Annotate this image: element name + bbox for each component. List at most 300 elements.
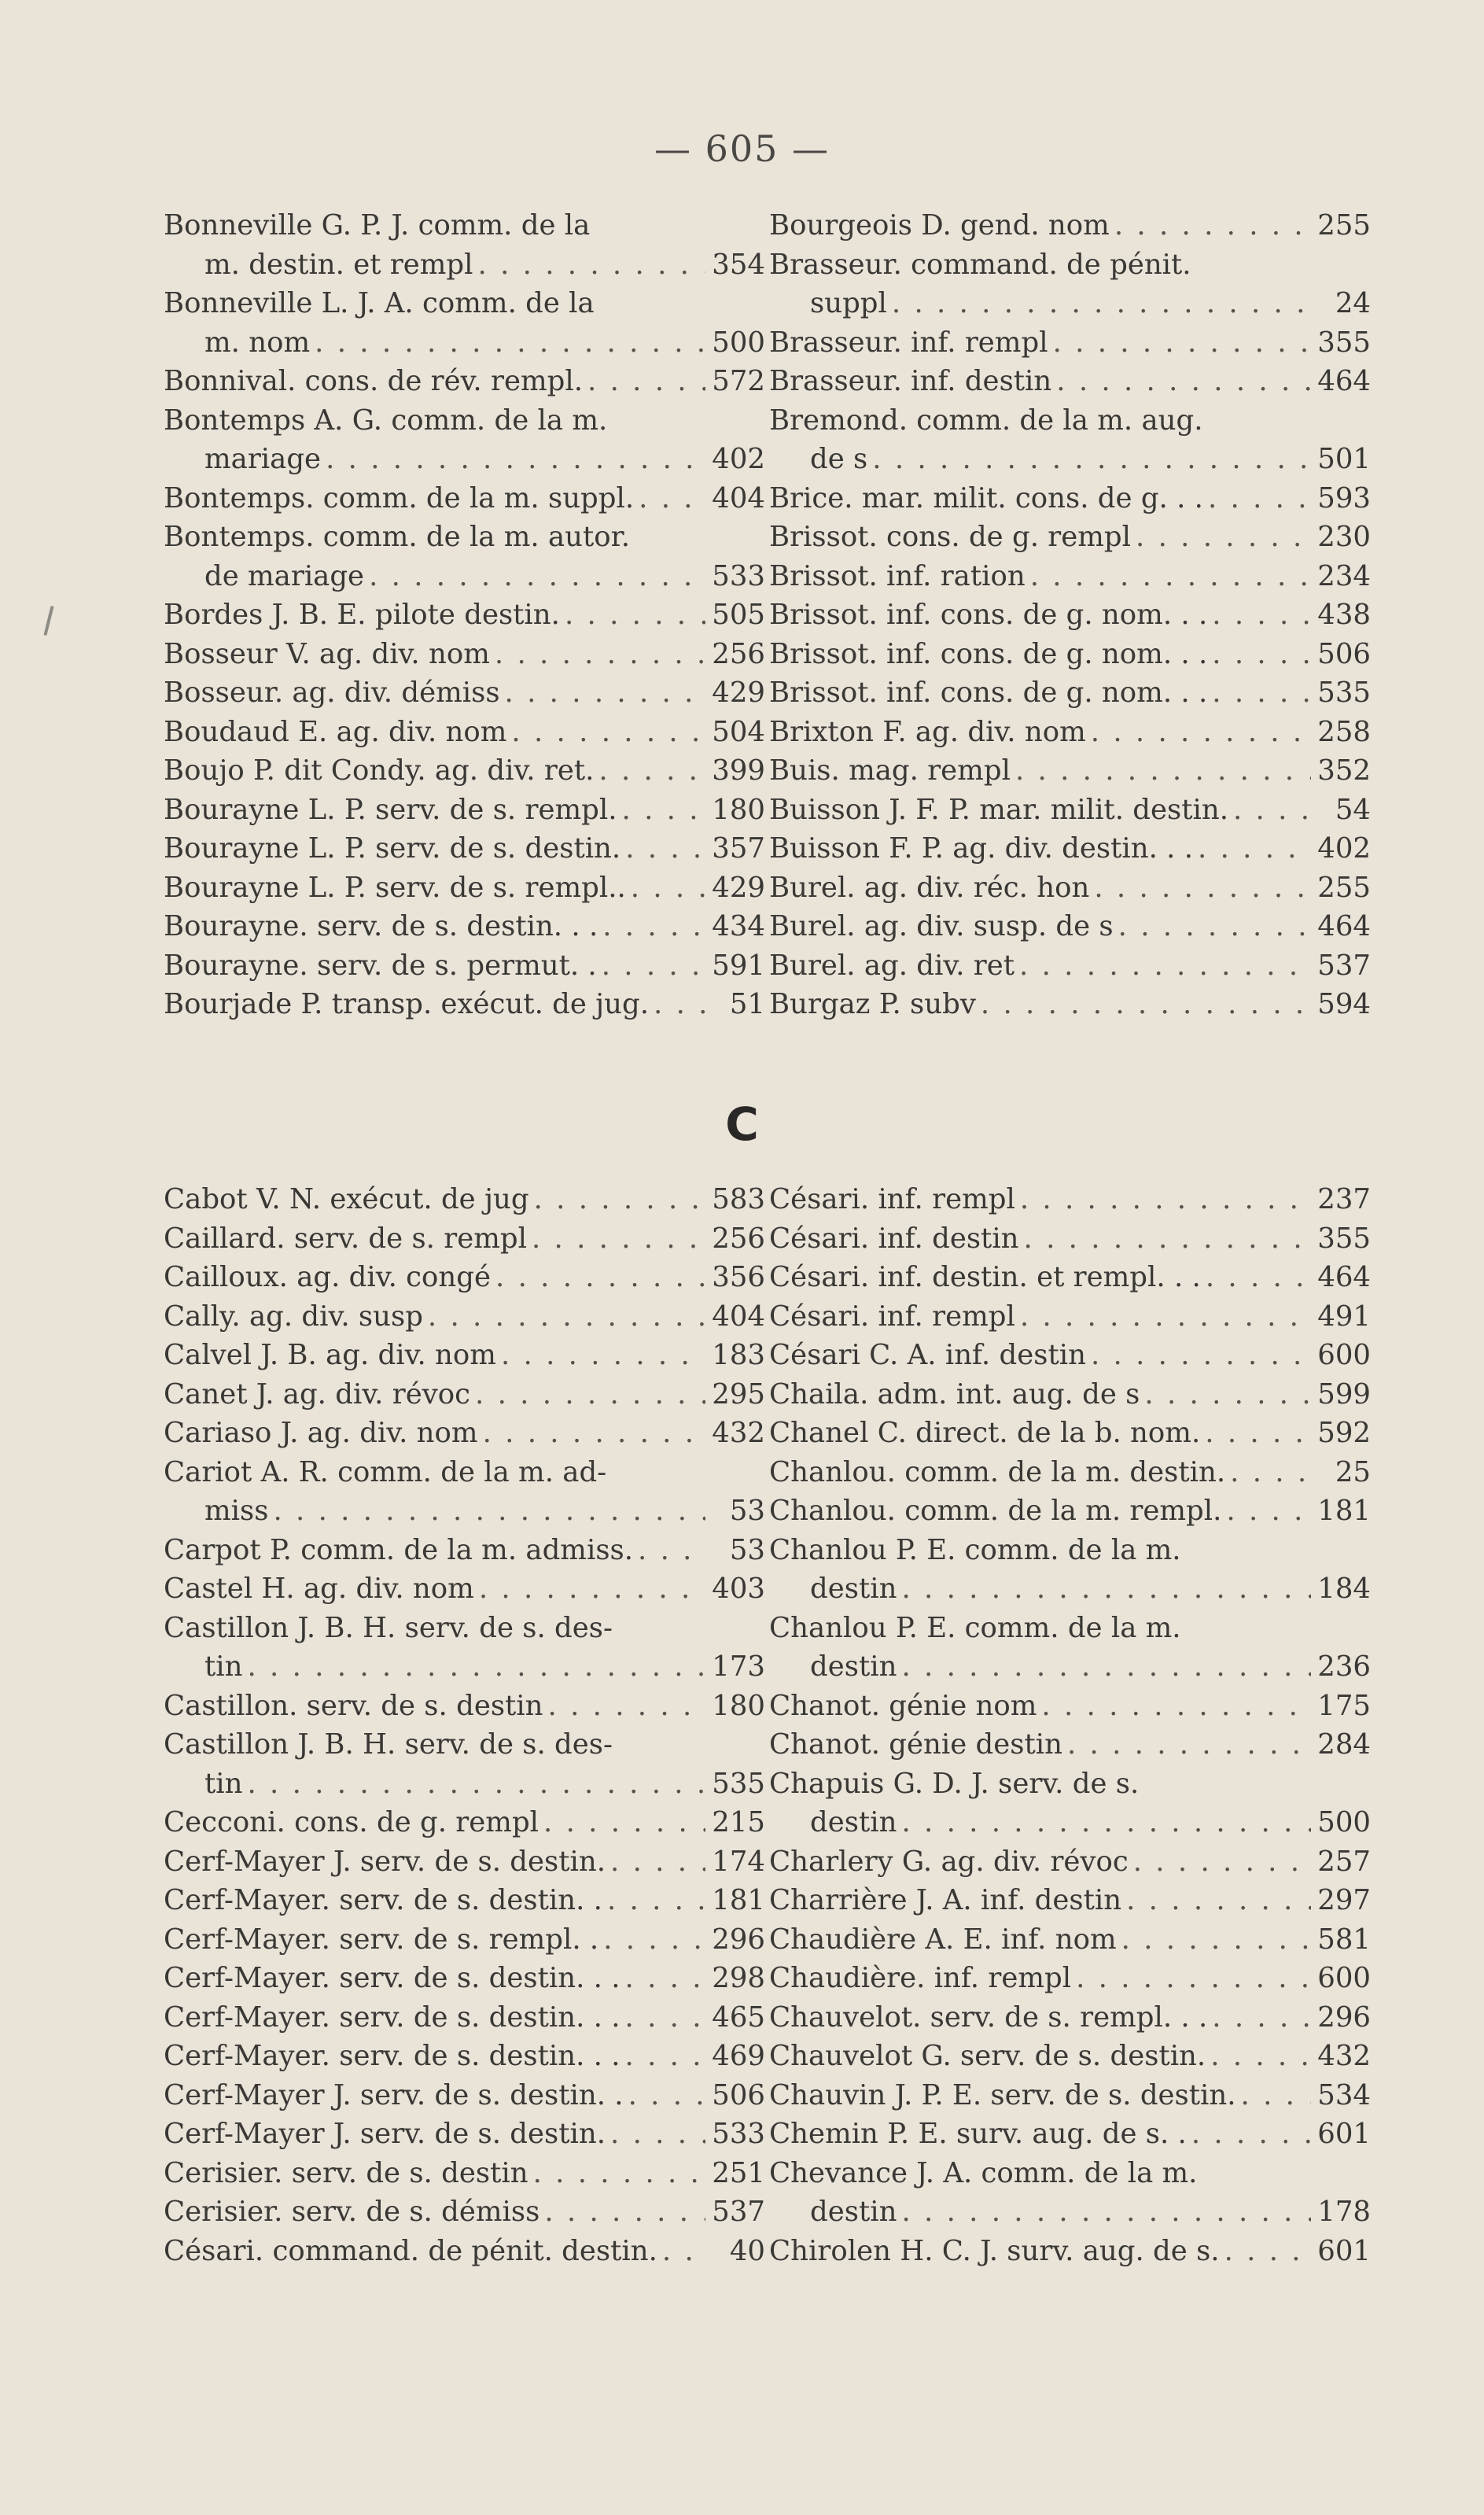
entry-text: Cecconi. cons. de g. rempl [164,1806,539,1838]
entry-text: Bonneville L. J. A. comm. de la [164,287,595,319]
index-entry [769,206,1371,245]
page-reference: 284 [1317,1728,1371,1761]
page-reference: 174 [712,1845,765,1878]
leader-dots [369,557,705,596]
index-entry [164,829,765,868]
index-entry [769,1336,1371,1375]
index-entry [164,1219,765,1259]
leader-dots [1212,635,1311,674]
entry-text: m. destin. et rempl [204,248,473,281]
entry-text: tin [204,1767,243,1800]
entry-text: Chanel C. direct. de la b. nom. [769,1417,1201,1449]
page-reference: 506 [1317,637,1371,670]
page-reference: 464 [1317,365,1371,397]
leader-dots [610,2115,705,2154]
entry-text: Brasseur. inf. rempl [769,326,1048,359]
entry-text: Bonneville G. P. J. comm. de la [164,209,591,242]
leader-dots [1208,479,1311,518]
index-entry-head [164,206,765,245]
index-entry [769,1258,1371,1297]
entry-text: Cariot A. R. comm. de la m. ad- [164,1455,607,1488]
leader-dots [901,2192,1311,2232]
page-reference: 591 [712,949,765,982]
entry-text: Chanlou. comm. de la m. rempl. [769,1495,1222,1527]
index-entry [164,1687,765,1726]
entry-text: Burel. ag. div. réc. hon [769,871,1090,904]
index-entry [164,1297,765,1337]
index-entry [164,1803,765,1842]
page-reference: 256 [712,1222,765,1255]
index-entry-head [164,1725,765,1765]
index-entry [164,440,765,479]
leader-dots [1212,673,1311,713]
leader-dots [533,2154,705,2193]
leader-dots [1030,557,1311,596]
index-entry [769,1414,1371,1453]
entry-text: Brissot. inf. cons. de g. nom. . . [769,637,1208,670]
page-reference: 438 [1317,599,1371,631]
page-reference: 24 [1335,287,1371,319]
leader-dots [654,985,705,1024]
entry-text: Bourjade P. transp. exécut. de jug. [164,988,650,1020]
leader-dots [622,791,706,830]
leader-dots [1198,829,1311,868]
index-entry [164,557,765,596]
entry-text: Chauvelot G. serv. de s. destin. [769,2040,1206,2072]
entry-text: Chemin P. E. surv. aug. de s. . [769,2118,1187,2150]
index-entry [769,635,1371,674]
page-reference: 533 [712,559,765,592]
index-entry [164,2154,765,2193]
page-reference: 296 [1317,2001,1371,2034]
page-reference: 402 [1317,832,1371,865]
index-entry [164,751,765,791]
entry-text: de s [810,443,868,475]
index-entry [164,1531,765,1570]
page-reference: 600 [1317,1962,1371,1994]
index-entry-head [164,1453,765,1492]
leader-dots [872,440,1311,479]
entry-text: Calvel J. B. ag. div. nom [164,1339,496,1371]
page-reference: 180 [712,1689,765,1722]
entry-text: Brice. mar. milit. cons. de g. . . [769,481,1203,514]
page-reference: 599 [1317,1377,1371,1411]
entry-text: Castillon. serv. de s. destin [164,1689,543,1722]
leader-dots [625,1998,706,2037]
page-reference: 175 [1317,1689,1371,1722]
page-reference: 432 [1317,2040,1371,2072]
leader-dots [1210,2037,1311,2076]
index-entry [164,245,765,285]
index-entry [164,1881,765,1920]
index-entry [769,673,1371,713]
index-entry [164,985,765,1024]
leader-dots [1020,1180,1311,1219]
page-reference: 237 [1317,1183,1371,1215]
leader-dots [901,1569,1311,1609]
page-reference: 230 [1317,521,1371,553]
index-entry [164,791,765,830]
page-reference: 357 [712,832,765,865]
leader-dots [639,479,705,518]
index-entry [164,1998,765,2037]
index-entry [769,1375,1371,1414]
entry-text: Cerf-Mayer. serv. de s. destin. . . [164,2001,620,2034]
index-entry [164,1920,765,1960]
leader-dots [1136,518,1311,557]
entry-text: Chanot. génie nom [769,1689,1037,1722]
entry-text: Cerf-Mayer J. serv. de s. destin. . [164,2078,624,2111]
entry-text: Bonnival. cons. de rév. rempl. [164,365,584,397]
index-entry [769,323,1371,363]
entry-text: Chaila. adm. int. aug. de s [769,1377,1140,1411]
page-reference: 581 [1317,1923,1371,1956]
page-reference: 600 [1317,1339,1371,1371]
leader-dots [1020,1297,1311,1337]
index-entry [164,1765,765,1804]
page-reference: 537 [712,2196,765,2228]
entry-text: Burel. ag. div. ret [769,949,1015,982]
page-reference: 255 [1317,871,1371,904]
index-entry-head [164,401,765,441]
index-entry [164,1492,765,1531]
entry-text: Brissot. inf. cons. de g. nom. . . [769,599,1208,631]
leader-dots [532,1219,705,1259]
index-entry [769,1998,1371,2037]
index-entry [769,557,1371,596]
entry-text: Césari. command. de pénit. destin. [164,2234,657,2267]
entry-text: destin [810,1650,897,1683]
index-entry-head [769,1765,1371,1804]
leader-dots [479,1569,705,1609]
index-entry [164,1336,765,1375]
index-entry [769,1725,1371,1765]
entry-text: destin [810,1573,897,1605]
index-entry [164,1375,765,1414]
page-reference: 296 [712,1923,765,1956]
page-reference: 184 [1317,1573,1371,1605]
page-reference: 356 [712,1261,765,1293]
page-reference: 236 [1317,1650,1371,1683]
index-entry [769,2192,1371,2232]
entry-text: Chauvelot. serv. de s. rempl. . . [769,2001,1208,2034]
page-reference: 403 [712,1573,765,1605]
leader-dots [478,245,705,285]
index-entry [164,362,765,401]
page-reference: 251 [712,2156,765,2189]
leader-dots [638,1531,705,1570]
page-reference: 178 [1317,2196,1371,2228]
entry-text: Cailloux. ag. div. congé [164,1261,492,1293]
entry-text: Cally. ag. div. susp [164,1300,423,1333]
leader-dots [625,2037,706,2076]
page-reference: 53 [729,1495,765,1527]
leader-dots [1241,2076,1311,2115]
entry-text: Chevance J. A. comm. de la m. [769,2156,1198,2189]
leader-dots [1076,1959,1311,1998]
entry-text: Buis. mag. rempl [769,754,1011,787]
entry-text: destin [810,1806,897,1838]
entry-text: Boudaud E. ag. div. nom [164,715,507,748]
index-entry [164,1647,765,1687]
entry-text: Bourayne L. P. serv. de s. rempl.. [164,871,626,904]
leader-dots [534,1180,705,1219]
leader-dots [981,985,1311,1024]
entry-text: Burel. ag. div. susp. de s [769,910,1114,942]
entry-text: destin [810,2196,897,2228]
entry-text: Bontemps. comm. de la m. autor. [164,521,630,553]
leader-dots [1212,596,1311,635]
index-entry [769,1569,1371,1609]
section-letter: C [725,1097,759,1151]
entry-text: Buisson F. P. ag. div. destin. . . [769,832,1194,865]
page-reference: 183 [712,1339,765,1371]
entry-text: Césari. inf. rempl [769,1183,1015,1215]
leader-dots [631,868,705,908]
entry-text: Bourayne L. P. serv. de s. rempl. [164,793,617,826]
leader-dots [1053,323,1311,363]
leader-dots [603,1920,705,1960]
page-reference: 258 [1317,715,1371,748]
leader-dots [428,1297,705,1337]
leader-dots [901,1647,1311,1687]
page-reference: 234 [1317,559,1371,592]
leader-dots [1206,1258,1311,1297]
page-reference: 295 [712,1377,765,1411]
entry-text: Burgaz P. subv [769,988,976,1020]
index-entry [769,1881,1371,1920]
page-reference: 505 [712,599,765,631]
entry-text: mariage [204,443,322,475]
page-reference: 465 [712,2001,765,2034]
index-entry [769,1687,1371,1726]
index-entry [769,829,1371,868]
page-reference: 215 [712,1806,765,1838]
leader-dots [1091,713,1311,752]
entry-text: Bontemps. comm. de la m. suppl. [164,481,635,514]
entry-text: tin [204,1650,243,1683]
page-reference: 464 [1317,910,1371,942]
leader-dots [610,1842,705,1882]
entry-text: Brissot. inf. ration [769,559,1026,592]
index-entry [769,1920,1371,1960]
entry-text: suppl [810,287,887,319]
page-reference: 469 [712,2040,765,2072]
page-reference: 51 [729,988,765,1020]
leader-dots [1121,1920,1311,1960]
page-reference: 352 [1317,754,1371,787]
leader-dots [475,1375,705,1414]
entry-text: Bordes J. B. E. pilote destin. [164,599,560,631]
leader-dots [602,946,705,986]
leader-dots [495,635,705,674]
leader-dots [598,751,705,791]
page-reference: 464 [1317,1261,1371,1293]
entry-text: Chanlou P. E. comm. de la m. [769,1533,1181,1566]
page-reference: 500 [712,326,765,359]
leader-dots [1114,206,1311,245]
index-entry [164,635,765,674]
entry-text: miss [204,1495,269,1527]
index-entry [769,2037,1371,2076]
index-entry [769,284,1371,323]
entry-text: Brissot. inf. cons. de g. nom. . . [769,677,1208,709]
page-reference: 491 [1317,1300,1371,1333]
page-reference: 572 [712,365,765,397]
entry-text: Charrière J. A. inf. destin [769,1884,1122,1916]
page-reference: 429 [712,871,765,904]
index-entry [769,1647,1371,1687]
leader-dots [548,1687,705,1726]
entry-text: Cabot V. N. exécut. de jug [164,1183,529,1215]
leader-dots [1205,1414,1311,1453]
leader-dots [892,284,1311,323]
entry-text: Bourgeois D. gend. nom [769,209,1110,242]
page-reference: 355 [1317,1222,1371,1255]
entry-text: Bosseur. ag. div. démiss [164,677,500,709]
leader-dots [1230,1453,1311,1492]
index-entry [769,791,1371,830]
leader-dots [1019,946,1311,986]
leader-dots [1226,1492,1311,1531]
leader-dots [565,596,705,635]
entry-text: Castillon J. B. H. serv. de s. des- [164,1728,613,1761]
page-reference: 255 [1317,209,1371,242]
leader-dots [1056,362,1311,401]
index-entry [164,673,765,713]
page-reference: 53 [729,1533,765,1566]
leader-dots [543,1803,705,1842]
leader-dots [662,2232,705,2271]
leader-dots [1015,751,1311,791]
page-reference: 256 [712,637,765,670]
entry-text: Bourayne L. P. serv. de s. destin. [164,832,621,865]
index-entry [769,1492,1371,1531]
index-entry [769,440,1371,479]
page-reference: 173 [712,1650,765,1683]
index-entry [769,751,1371,791]
index-entry [164,1258,765,1297]
page-reference: 25 [1335,1455,1371,1488]
page-reference: 181 [712,1884,765,1916]
index-entry [164,1842,765,1882]
leader-dots [1067,1725,1311,1765]
entry-text: Chaudière. inf. rempl [769,1962,1072,1994]
index-entry [164,479,765,518]
index-entry [164,2037,765,2076]
page-reference: 601 [1317,2118,1371,2150]
index-entry [164,2192,765,2232]
entry-text: Chapuis G. D. J. serv. de s. [769,1767,1140,1800]
index-column-c-left [164,1180,765,2270]
leader-dots [495,1258,705,1297]
entry-text: Cerf-Mayer. serv. de s. destin. . [164,1884,602,1916]
page-reference: 434 [712,910,765,942]
page-reference: 535 [1317,677,1371,709]
page-reference: 402 [712,443,765,475]
entry-text: Castillon J. B. H. serv. de s. des- [164,1611,613,1644]
entry-text: Césari. inf. destin [769,1222,1019,1255]
margin-pencil-mark [43,606,53,636]
page-reference: 298 [712,1962,765,1994]
leader-dots [326,440,705,479]
page-reference: 257 [1317,1845,1371,1878]
page-reference: 592 [1317,1417,1371,1449]
entry-text: Chaudière A. E. inf. nom [769,1923,1117,1956]
index-entry-head [769,1609,1371,1648]
entry-text: Cerf-Mayer. serv. de s. destin. . . [164,2040,620,2072]
leader-dots [247,1765,705,1804]
index-entry [164,2232,765,2271]
page-reference: 593 [1317,481,1371,514]
leader-dots [628,2076,705,2115]
leader-dots [1094,868,1311,908]
entry-text: m. nom [204,326,311,359]
page-reference: 500 [1317,1806,1371,1838]
entry-text: Bourayne. serv. de s. permut. . [164,949,597,982]
index-entry-head [164,284,765,323]
entry-text: de mariage [204,559,365,592]
entry-text: Charlery G. ag. div. révoc [769,1845,1129,1878]
index-entry [164,868,765,908]
index-entry [164,2076,765,2115]
page-reference: 533 [712,2118,765,2150]
page-reference: 501 [1317,443,1371,475]
leader-dots [505,673,705,713]
leader-dots [544,2192,705,2232]
entry-text: Césari. inf. destin. et rempl. . . [769,1261,1201,1293]
index-entry [164,2115,765,2154]
index-entry [164,907,765,946]
index-column-b-right [769,206,1371,1024]
leader-dots [1191,2115,1311,2154]
index-entry [769,1453,1371,1492]
entry-text: Césari. inf. rempl [769,1300,1015,1333]
page-reference: 180 [712,793,765,826]
entry-text: Brissot. cons. de g. rempl [769,521,1131,553]
leader-dots [1024,1219,1311,1259]
index-entry-head [769,401,1371,441]
entry-text: Césari C. A. inf. destin [769,1339,1086,1371]
index-entry [164,1180,765,1219]
entry-text: Brixton F. ag. div. nom [769,715,1086,748]
page-reference: 594 [1317,988,1371,1020]
index-entry-head [164,1609,765,1648]
entry-text: Chanlou P. E. comm. de la m. [769,1611,1181,1644]
page-reference: 506 [712,2078,765,2111]
index-entry [769,2076,1371,2115]
leader-dots [1091,1336,1311,1375]
index-entry [769,713,1371,752]
index-entry-head [769,245,1371,285]
entry-text: Cerf-Mayer. serv. de s. rempl. . [164,1923,599,1956]
leader-dots [1041,1687,1311,1726]
entry-text: Chanlou. comm. de la m. destin. [769,1455,1226,1488]
page-reference: 399 [712,754,765,787]
index-entry [769,1959,1371,1998]
entry-text: Chauvin J. P. E. serv. de s. destin. [769,2078,1236,2111]
index-entry [164,713,765,752]
entry-text: Buisson J. F. P. mar. milit. destin. [769,793,1228,826]
page-reference: 404 [712,1300,765,1333]
entry-text: Cerisier. serv. de s. démiss [164,2196,540,2228]
leader-dots [1144,1375,1311,1414]
index-entry [769,907,1371,946]
index-entry [769,1219,1371,1259]
entry-text: Chanot. génie destin [769,1728,1062,1761]
index-entry [769,985,1371,1024]
index-entry-head [769,2154,1371,2193]
